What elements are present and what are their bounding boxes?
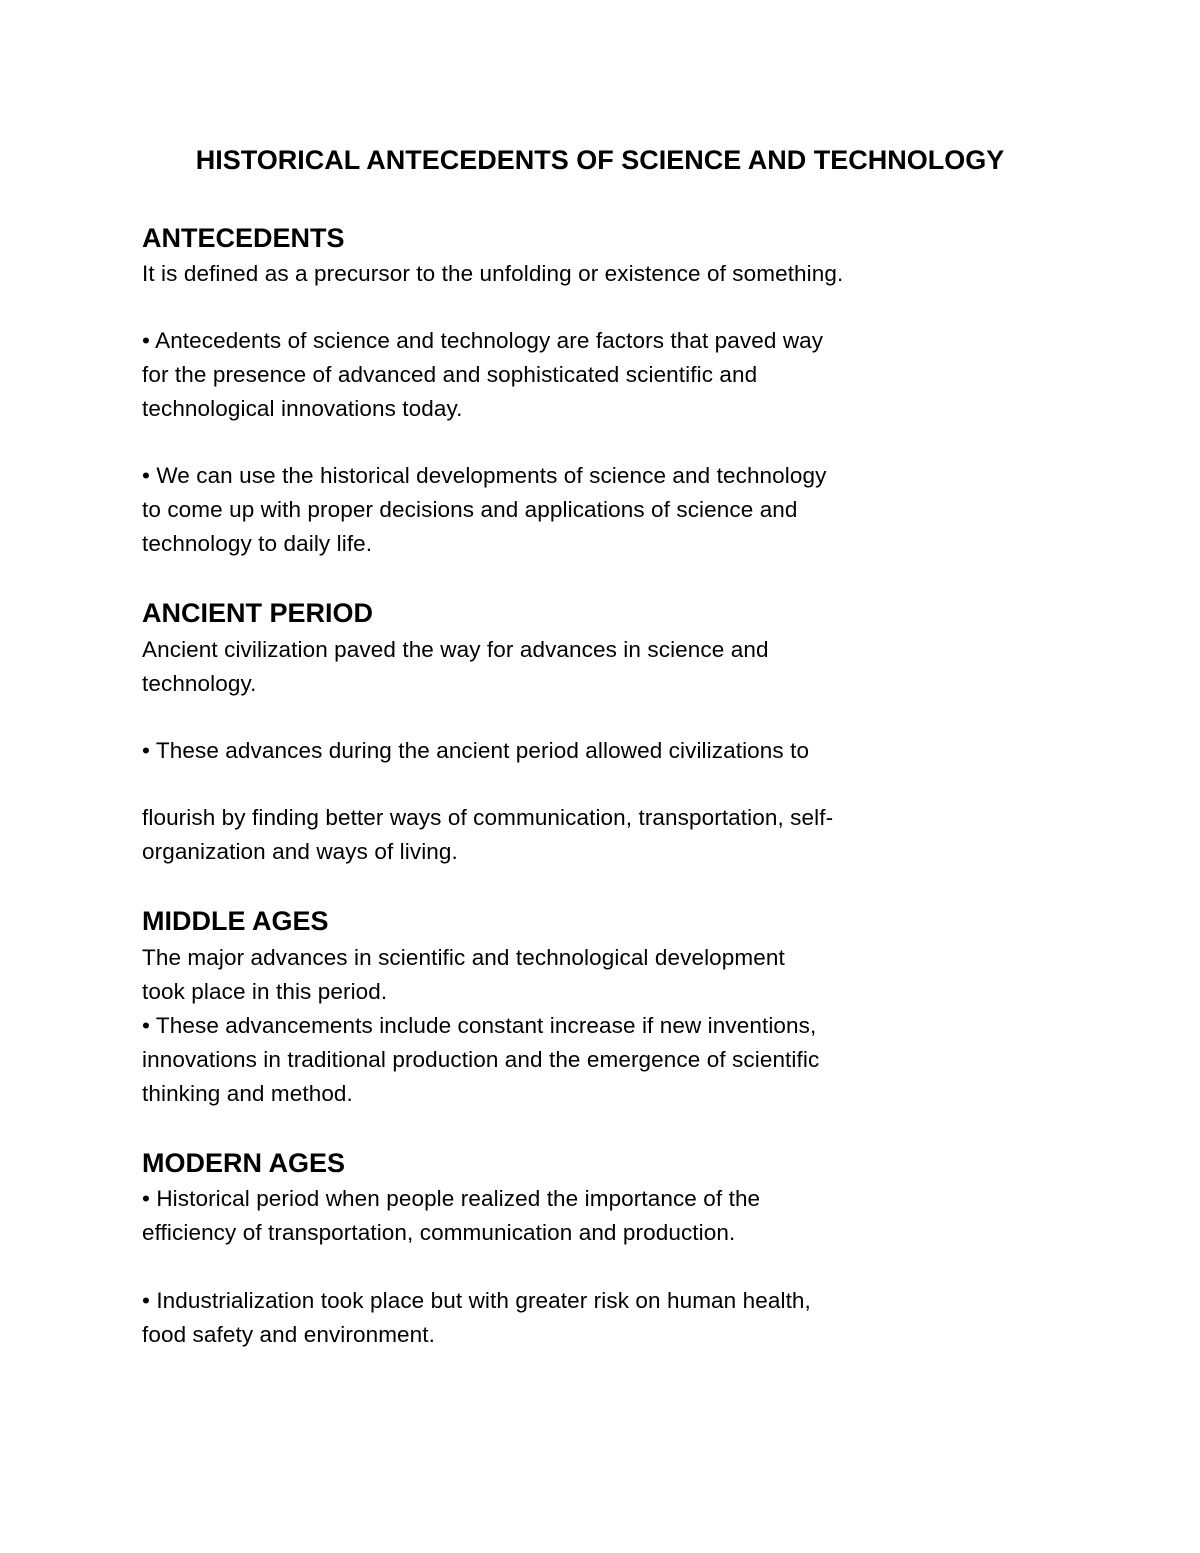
section-text-line: efficiency of transportation, communication and production.: [142, 1220, 736, 1245]
section-text-line: It is defined as a precursor to the unfolding or existence of something.: [142, 261, 844, 286]
section-text-line: The major advances in scientific and technological development: [142, 945, 785, 970]
section-text-line: innovations in traditional production and the emergence of scientific: [142, 1047, 820, 1072]
section-text-line: technology to daily life.: [142, 531, 373, 556]
section-text-line: flourish by finding better ways of communication, transportation, self-: [142, 805, 834, 830]
section-heading-middle-ages: MIDDLE AGES: [142, 906, 329, 936]
section-heading-antecedents: ANTECEDENTS: [142, 223, 345, 253]
section-text-line: to come up with proper decisions and applications of science and: [142, 497, 798, 522]
section-text-line: • Industrialization took place but with greater risk on human health,: [142, 1288, 811, 1313]
section-text-line: technological innovations today.: [142, 396, 463, 421]
document-title: HISTORICAL ANTECEDENTS OF SCIENCE AND TECHNOLOGY: [195, 145, 1005, 175]
section-text-line: • Historical period when people realized the importance of the: [142, 1186, 761, 1211]
section-text-line: organization and ways of living.: [142, 839, 458, 864]
section-text-line: took place in this period.: [142, 979, 388, 1004]
section-heading-modern-ages: MODERN AGES: [142, 1148, 346, 1178]
section-text-line: technology.: [142, 671, 257, 696]
section-text-line: food safety and environment.: [142, 1322, 435, 1347]
section-text-line: • Antecedents of science and technology are factors that paved way: [142, 328, 824, 353]
section-heading-ancient-period: ANCIENT PERIOD: [142, 598, 374, 628]
section-text-line: • These advancements include constant increase if new inventions,: [142, 1013, 817, 1038]
section-text-line: • We can use the historical developments of science and technology: [142, 463, 827, 488]
section-text-line: Ancient civilization paved the way for advances in science and: [142, 637, 769, 662]
section-text-line: • These advances during the ancient period allowed civilizations to: [142, 738, 810, 763]
section-text-line: thinking and method.: [142, 1081, 353, 1106]
section-text-line: for the presence of advanced and sophisticated scientific and: [142, 362, 758, 387]
